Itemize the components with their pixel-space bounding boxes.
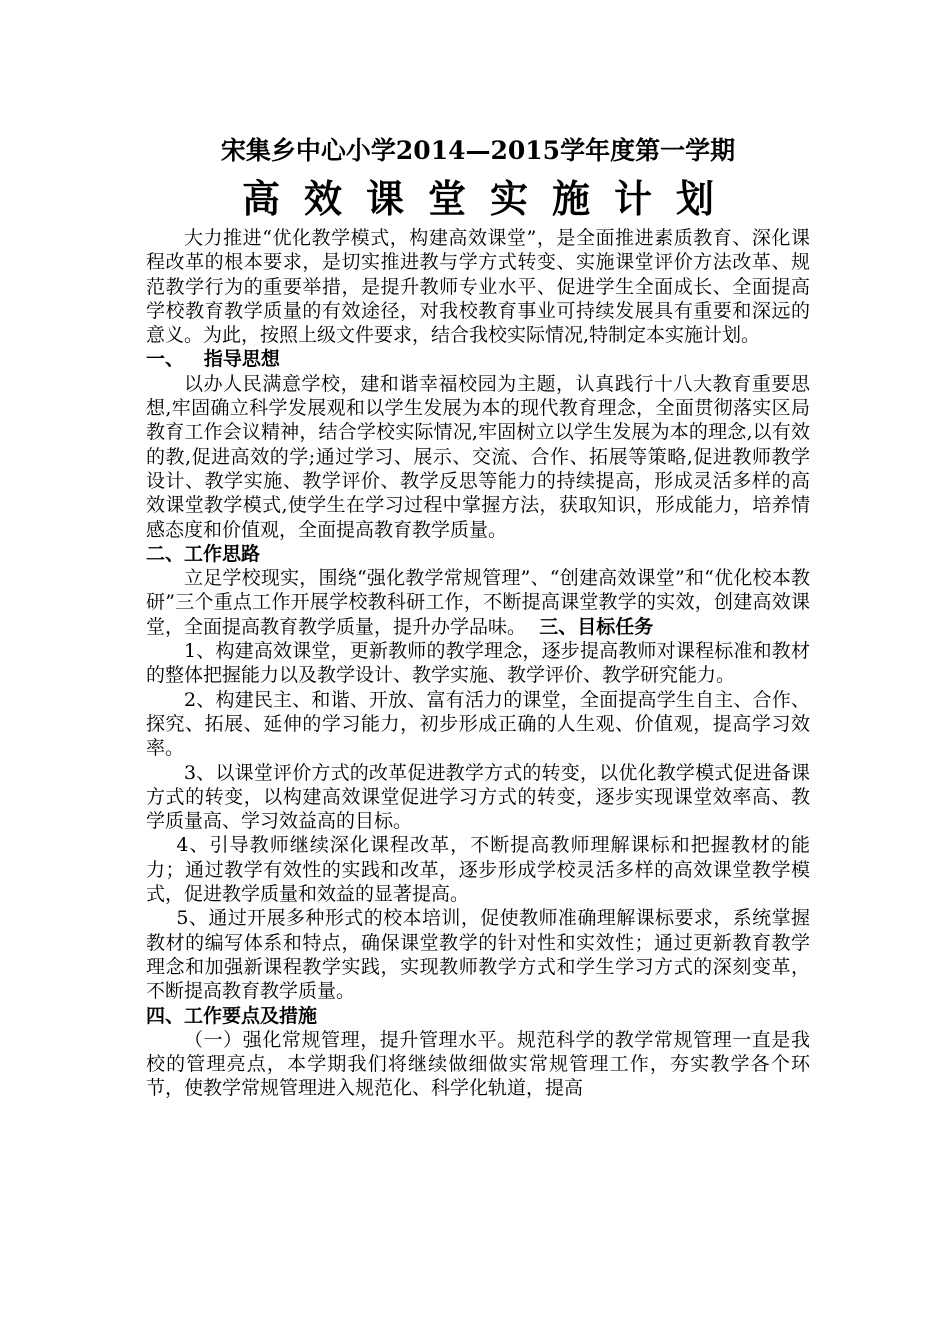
document-title: 宋集乡中心小学2014—2015学年度第一学期 [220, 136, 736, 165]
section-body-work-approach [146, 566, 810, 639]
goal-item-4: 4、引导教师继续深化课程改革，不断提高教师理解课标和把握教材的能力；通过教学有效性的实践和改革，逐步形成学校灵活多样的高效课堂教学模式，促进教学质量和效益的显著提高。 [146, 834, 810, 906]
measure-item-1: （一）强化常规管理，提升管理水平。规范科学的教学常规管理一直是我校的管理亮点，本学期我们将继续做细做实常规管理工作，夯实教学各个环节，使教学常规管理进入规范化、科学化轨道，提高 [146, 1028, 810, 1100]
document-subtitle: 高效课堂实施计划 [241, 176, 738, 221]
goal-item-3: 3、以课堂评价方式的改革促进教学方式的转变，以优化教学模式促进备课方式的转变，以构建高效课堂促进学习方式的转变，逐步实现课堂效率高、教学质量高、学习效益高的目标。 [146, 761, 810, 833]
goal-item-2: 2、构建民主、和谐、开放、富有活力的课堂，全面提高学生自主、合作、探究、拓展、延伸的学习能力，初步形成正确的人生观、价值观，提高学习效率。 [146, 688, 810, 760]
section-body-guiding-ideology: 以办人民满意学校，建和谐幸福校园为主题，认真践行十八大教育重要思想,牢固确立科学发展观和以学生发展为本的现代教育理念，全面贯彻落实区局教育工作会议精神，结合学校实际情况,牢固树立以学生发展为本的理念,以有效的教,促进高效的学;通过学习、展示、交流、合作、拓展等策略,促进教师教学设计、教学实施、教学评价、教学反思等能力的持续提高，形成灵活多样的高效课堂教学模式,使学生在学习过程中掌握方法，获取知识，形成能力，培养情感态度和价值观，全面提高教育教学质量。 [146, 372, 810, 541]
work-approach-text: 立足学校现实，围绕“强化教学常规管理”、“创建高效课堂”和“优化校本教研”三个重点工作开展学校教科研工作，不断提高课堂教学的实效，创建高效课堂，全面提高教育教学质量，提升办学品味。 [146, 567, 810, 638]
goal-item-5: 5、通过开展多种形式的校本培训，促使教师准确理解课标要求，系统掌握教材的编写体系和特点，确保课堂教学的针对性和实效性；通过更新教育教学理念和加强新课程教学实践，实现教师教学方式和学生学习方式的深刻变革，不断提高教育教学质量。 [146, 907, 810, 1003]
goal-item-1: 1、构建高效课堂，更新教师的教学理念，逐步提高教师对课程标准和教材的整体把握能力以及教学设计、教学实施、教学评价、教学研究能力。 [146, 640, 810, 687]
document-page [146, 130, 810, 1101]
section-heading-work-approach: 二、工作思路 [146, 542, 261, 565]
section-heading-key-measures: 四、工作要点及措施 [146, 1004, 318, 1027]
section-heading-goals: 三、目标任务 [526, 615, 654, 638]
intro-paragraph: 大力推进“优化教学模式，构建高效课堂”，是全面推进素质教育、深化课程改革的根本要求，是切实推进教与学方式转变、实施课堂评价方法改革、规范教学行为的重要举措，是提升教师专业水平、促进学生全面成长、全面提高学校教育教学质量的有效途径，对我校教育事业可持续发展具有重要和深远的意义。为此，按照上级文件要求，结合我校实际情况,特制定本实施计划。 [146, 227, 810, 347]
section-heading-guiding-ideology: 一、 指导思想 [146, 348, 280, 371]
